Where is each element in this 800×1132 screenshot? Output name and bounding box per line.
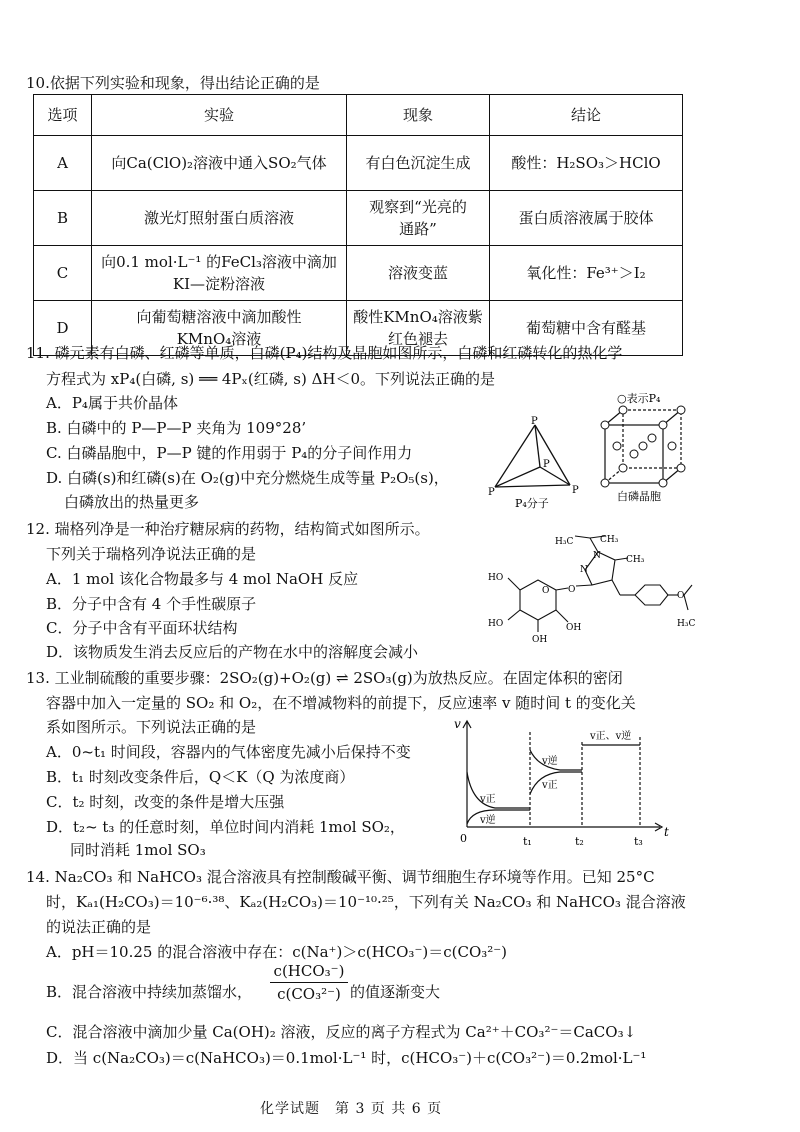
p4-atom-label: P xyxy=(488,487,495,498)
q11-option-d: D. 白磷(s)和红磷(s)在 O₂(g)中充分燃烧生成等量 P₂O₅(s)， xyxy=(46,469,449,487)
fraction-denominator: c(CO₃²⁻) xyxy=(277,985,341,1003)
q14-stem-3: 的说法正确的是 xyxy=(46,918,152,936)
table-row xyxy=(34,136,683,191)
cell-phenomenon: 酸性KMnO₄溶液紫红色褪去 xyxy=(347,301,490,356)
p4-molecule-figure xyxy=(485,415,585,510)
cell-conclusion: 氧化性：Fe³⁺＞I₂ xyxy=(490,246,683,301)
q12-option-a: A．1 mol 该化合物最多与 4 mol NaOH 反应 xyxy=(46,570,359,588)
struct-label: O xyxy=(568,585,576,595)
header-conclusion: 结论 xyxy=(490,95,683,136)
struct-label: OH xyxy=(532,635,548,645)
cell-experiment: 向0.1 mol·L⁻¹ 的FeCl₃溶液中滴加KI—淀粉溶液 xyxy=(92,246,347,301)
cell-conclusion: 酸性：H₂SO₃＞HClO xyxy=(490,136,683,191)
q14-stem-1: 14. Na₂CO₃ 和 NaHCO₃ 混合溶液具有控制酸碱平衡、调节细胞生存环境等作用。已知 25°C xyxy=(26,868,655,886)
q13-option-d-cont: 同时消耗 1mol SO₃ xyxy=(70,841,206,859)
page-footer: 化学试题 第 3 页 共 6 页 xyxy=(260,1101,443,1117)
cell-experiment: 向葡萄糖溶液中滴加酸性KMnO₄溶液 xyxy=(92,301,347,356)
table-row xyxy=(34,246,683,301)
q12-option-d: D．该物质发生消去反应后的产物在水中的溶解度会减小 xyxy=(46,643,419,661)
header-option: 选项 xyxy=(34,95,92,136)
q13-stem-3: 系如图所示。下列说法正确的是 xyxy=(46,718,257,736)
remogliflozin-structure-figure xyxy=(480,530,700,660)
q10-table xyxy=(33,94,683,356)
q14-option-b: B．混合溶液中持续加蒸馏水， xyxy=(46,983,253,1001)
cell-legend: ○表示P₄ xyxy=(617,392,661,405)
struct-label: CH₃ xyxy=(600,535,619,545)
tick-t2: t₂ xyxy=(575,835,584,848)
q11-stem-1: 11. 磷元素有白磷、红磷等单质，白磷(P₄)结构及晶胞如图所示，白磷和红磷转化的热化学 xyxy=(26,344,623,362)
cell-conclusion: 蛋白质溶液属于胶体 xyxy=(490,191,683,246)
q14-fraction xyxy=(270,962,348,1003)
struct-label: CH₃ xyxy=(626,555,645,565)
label-vz: v正 xyxy=(480,794,496,805)
cell-option: D xyxy=(34,301,92,356)
q13-option-a: A．0~t₁ 时间段，容器内的气体密度先减小后保持不变 xyxy=(46,743,411,761)
cell-label: 白磷晶胞 xyxy=(617,490,661,503)
p4-atom-label: P xyxy=(543,459,550,470)
p4-atom-label: P xyxy=(572,485,579,496)
q12-stem-1: 12. 瑞格列净是一种治疗糖尿病的药物，结构简式如图所示。 xyxy=(26,520,430,538)
axis-t: t xyxy=(664,825,669,839)
q13-option-b: B．t₁ 时刻改变条件后，Q＜K（Q 为浓度商） xyxy=(46,768,355,786)
cell-phenomenon: 溶液变蓝 xyxy=(347,246,490,301)
q11-option-c: C. 白磷晶胞中，P—P 键的作用弱于 P₄的分子间作用力 xyxy=(46,444,413,462)
q11-option-a: A．P₄属于共价晶体 xyxy=(46,394,178,412)
table-row xyxy=(34,191,683,246)
table-header-row xyxy=(34,95,683,136)
p4-molecule-label: P₄分子 xyxy=(515,497,549,510)
struct-label: HO xyxy=(488,619,504,629)
label-vn: v逆 xyxy=(542,756,558,767)
cell-option: A xyxy=(34,136,92,191)
q12-stem-2: 下列关于瑞格列净说法正确的是 xyxy=(46,545,257,563)
q14-option-b-cont: 的值逐渐变大 xyxy=(350,983,441,1001)
q12-option-c: C．分子中含有平面环状结构 xyxy=(46,619,238,637)
q14-option-c: C．混合溶液中滴加少量 Ca(OH)₂ 溶液，反应的离子方程式为 Ca²⁺＋CO₃²⁻＝CaCO₃↓ xyxy=(46,1023,637,1041)
struct-label: H₃C xyxy=(677,619,696,629)
q14-option-a: A．pH＝10.25 的混合溶液中存在：c(Na⁺)＞c(HCO₃⁻)＝c(CO₃²⁻) xyxy=(46,943,508,961)
rate-time-graph xyxy=(450,712,680,852)
label-vn: v逆 xyxy=(480,815,496,826)
q13-stem-1: 13. 工业制硫酸的重要步骤：2SO₂(g)+O₂(g) ⇌ 2SO₃(g)为放热反应。在固定体积的密闭 xyxy=(26,669,623,687)
q14-option-d: D．当 c(Na₂CO₃)＝c(NaHCO₃)＝0.1mol·L⁻¹ 时，c(HCO₃⁻)＋c(CO₃²⁻)＝0.2mol·L⁻¹ xyxy=(46,1049,647,1067)
cell-phenomenon: 有白色沉淀生成 xyxy=(347,136,490,191)
tick-t1: t₁ xyxy=(523,835,532,848)
header-phenomenon: 现象 xyxy=(347,95,490,136)
label-vzn: v正、v逆 xyxy=(590,731,632,742)
q13-stem-2: 容器中加入一定量的 SO₂ 和 O₂，在不增减物料的前提下，反应速率 v 随时间 t 的变化关 xyxy=(46,694,636,712)
axis-origin: 0 xyxy=(460,832,467,845)
cell-option: C xyxy=(34,246,92,301)
q11-stem-2: 方程式为 xP₄(白磷, s) ══ 4Pₓ(红磷, s) ΔH＜0。下列说法正确的是 xyxy=(46,370,496,388)
struct-label: O xyxy=(677,591,685,601)
p4-atom-label: P xyxy=(531,416,538,427)
tick-t3: t₃ xyxy=(634,835,643,848)
struct-label: H₃C xyxy=(555,537,574,547)
cell-experiment: 激光灯照射蛋白质溶液 xyxy=(92,191,347,246)
struct-label: HO xyxy=(488,573,504,583)
axis-v: v xyxy=(454,717,461,731)
q10-title: 10.依据下列实验和现象，得出结论正确的是 xyxy=(26,74,320,92)
q11-option-b: B. 白磷中的 P—P—P 夹角为 109°28’ xyxy=(46,419,307,437)
cell-phenomenon: 观察到“光亮的通路” xyxy=(347,191,490,246)
q12-option-b: B．分子中含有 4 个手性碳原子 xyxy=(46,595,257,613)
cell-experiment: 向Ca(ClO)₂溶液中通入SO₂气体 xyxy=(92,136,347,191)
label-vz: v正 xyxy=(542,780,558,791)
q13-option-c: C．t₂ 时刻，改变的条件是增大压强 xyxy=(46,793,285,811)
q11-option-d-cont: 白磷放出的热量更多 xyxy=(64,493,200,511)
struct-label: OH xyxy=(566,623,582,633)
struct-label: N xyxy=(580,565,588,575)
header-experiment: 实验 xyxy=(92,95,347,136)
struct-label: N xyxy=(593,551,601,561)
q14-stem-2: 时，Kₐ₁(H₂CO₃)＝10⁻⁶·³⁸、Kₐ₂(H₂CO₃)＝10⁻¹⁰·²⁵，下列有关 Na₂CO₃ 和 NaHCO₃ 混合溶液 xyxy=(46,893,686,911)
white-phosphorus-cell-figure xyxy=(595,390,695,505)
struct-label: O xyxy=(542,586,550,596)
cell-option: B xyxy=(34,191,92,246)
cell-conclusion: 葡萄糖中含有醛基 xyxy=(490,301,683,356)
fraction-numerator: c(HCO₃⁻) xyxy=(270,962,348,983)
q13-option-d: D．t₂~ t₃ 的任意时刻，单位时间内消耗 1mol SO₂， xyxy=(46,818,405,836)
